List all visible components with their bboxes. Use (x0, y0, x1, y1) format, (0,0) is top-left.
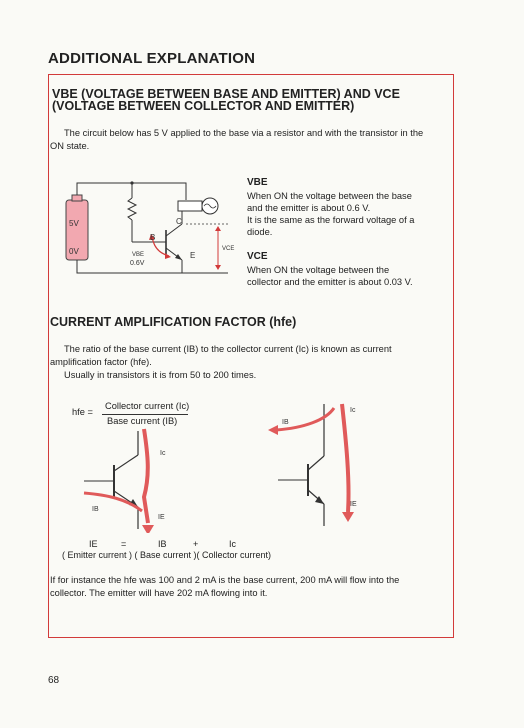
equation-plus: + (193, 539, 199, 549)
vbe-line2: and the emitter is about 0.6 V. (247, 203, 371, 213)
vbe-line3: It is the same as the forward voltage of a (247, 215, 415, 225)
right-ic-label: Ic (350, 407, 356, 414)
formula-numerator: Collector current (Ic) (105, 401, 190, 411)
vce-line1: When ON the voltage between the (247, 265, 390, 275)
vbe-title: VBE (247, 177, 268, 188)
vbe-value-label: 0.6V (130, 260, 145, 267)
section1-heading-line1: VBE (VOLTAGE BETWEEN BASE AND EMITTER) AND VCE (52, 87, 400, 101)
equation-equals: = (121, 539, 127, 549)
section2-line2: amplification factor (hfe). (50, 357, 152, 367)
battery-bottom-label: 0V (69, 247, 79, 256)
transistor-circuit-diagram (58, 170, 244, 288)
intro-line2: ON state. (50, 141, 90, 151)
page-number: 68 (48, 675, 60, 686)
equation-caption: ( Emitter current ) ( Base current )( Collector current) (62, 550, 272, 560)
vce-title: VCE (247, 251, 268, 262)
vce-diagram-label: VCE (222, 246, 235, 252)
left-ib-label: IB (92, 506, 99, 513)
collector-label: C (176, 217, 182, 226)
page-title: ADDITIONAL EXPLANATION (48, 50, 256, 67)
section2-line3: Usually in transistors it is from 50 to 200 times. (64, 370, 257, 380)
base-label: B (150, 233, 156, 242)
battery-top-label: 5V (69, 219, 79, 228)
formula-lhs: hfe = (72, 407, 93, 417)
formula-denominator: Base current (IB) (107, 416, 178, 426)
intro-line1: The circuit below has 5 V applied to the base via a resistor and with the transistor in the (64, 128, 424, 138)
resistor-icon (128, 198, 136, 220)
example-line2: collector. The emitter will have 202 mA flowing into it. (50, 588, 268, 598)
vbe-diagram-label: VBE (132, 252, 145, 258)
vbe-line4: diode. (247, 227, 273, 237)
vbe-line1: When ON the voltage between the base (247, 191, 412, 201)
section2-line1: The ratio of the base current (IB) to the collector current (Ic) is known as current (64, 344, 392, 354)
right-ie-label: IE (350, 501, 357, 508)
equation-ib: IB (158, 539, 167, 549)
example-line1: If for instance the hfe was 100 and 2 mA is the base current, 200 mA will flow into the (50, 575, 400, 585)
section1-heading-line2: (VOLTAGE BETWEEN COLLECTOR AND EMITTER) (52, 99, 355, 113)
section2-heading: CURRENT AMPLIFICATION FACTOR (hfe) (50, 315, 297, 329)
vce-line2: collector and the emitter is about 0.03 V. (247, 277, 413, 287)
current-flow-diagram-right (264, 400, 374, 530)
left-ie-label: IE (158, 514, 165, 521)
right-ib-label: IB (282, 419, 289, 426)
emitter-label: E (190, 251, 196, 260)
current-flow-diagram-left (78, 425, 178, 533)
equation-ie: IE (89, 539, 98, 549)
equation-ic: Ic (229, 539, 237, 549)
left-ic-label: Ic (160, 450, 166, 457)
